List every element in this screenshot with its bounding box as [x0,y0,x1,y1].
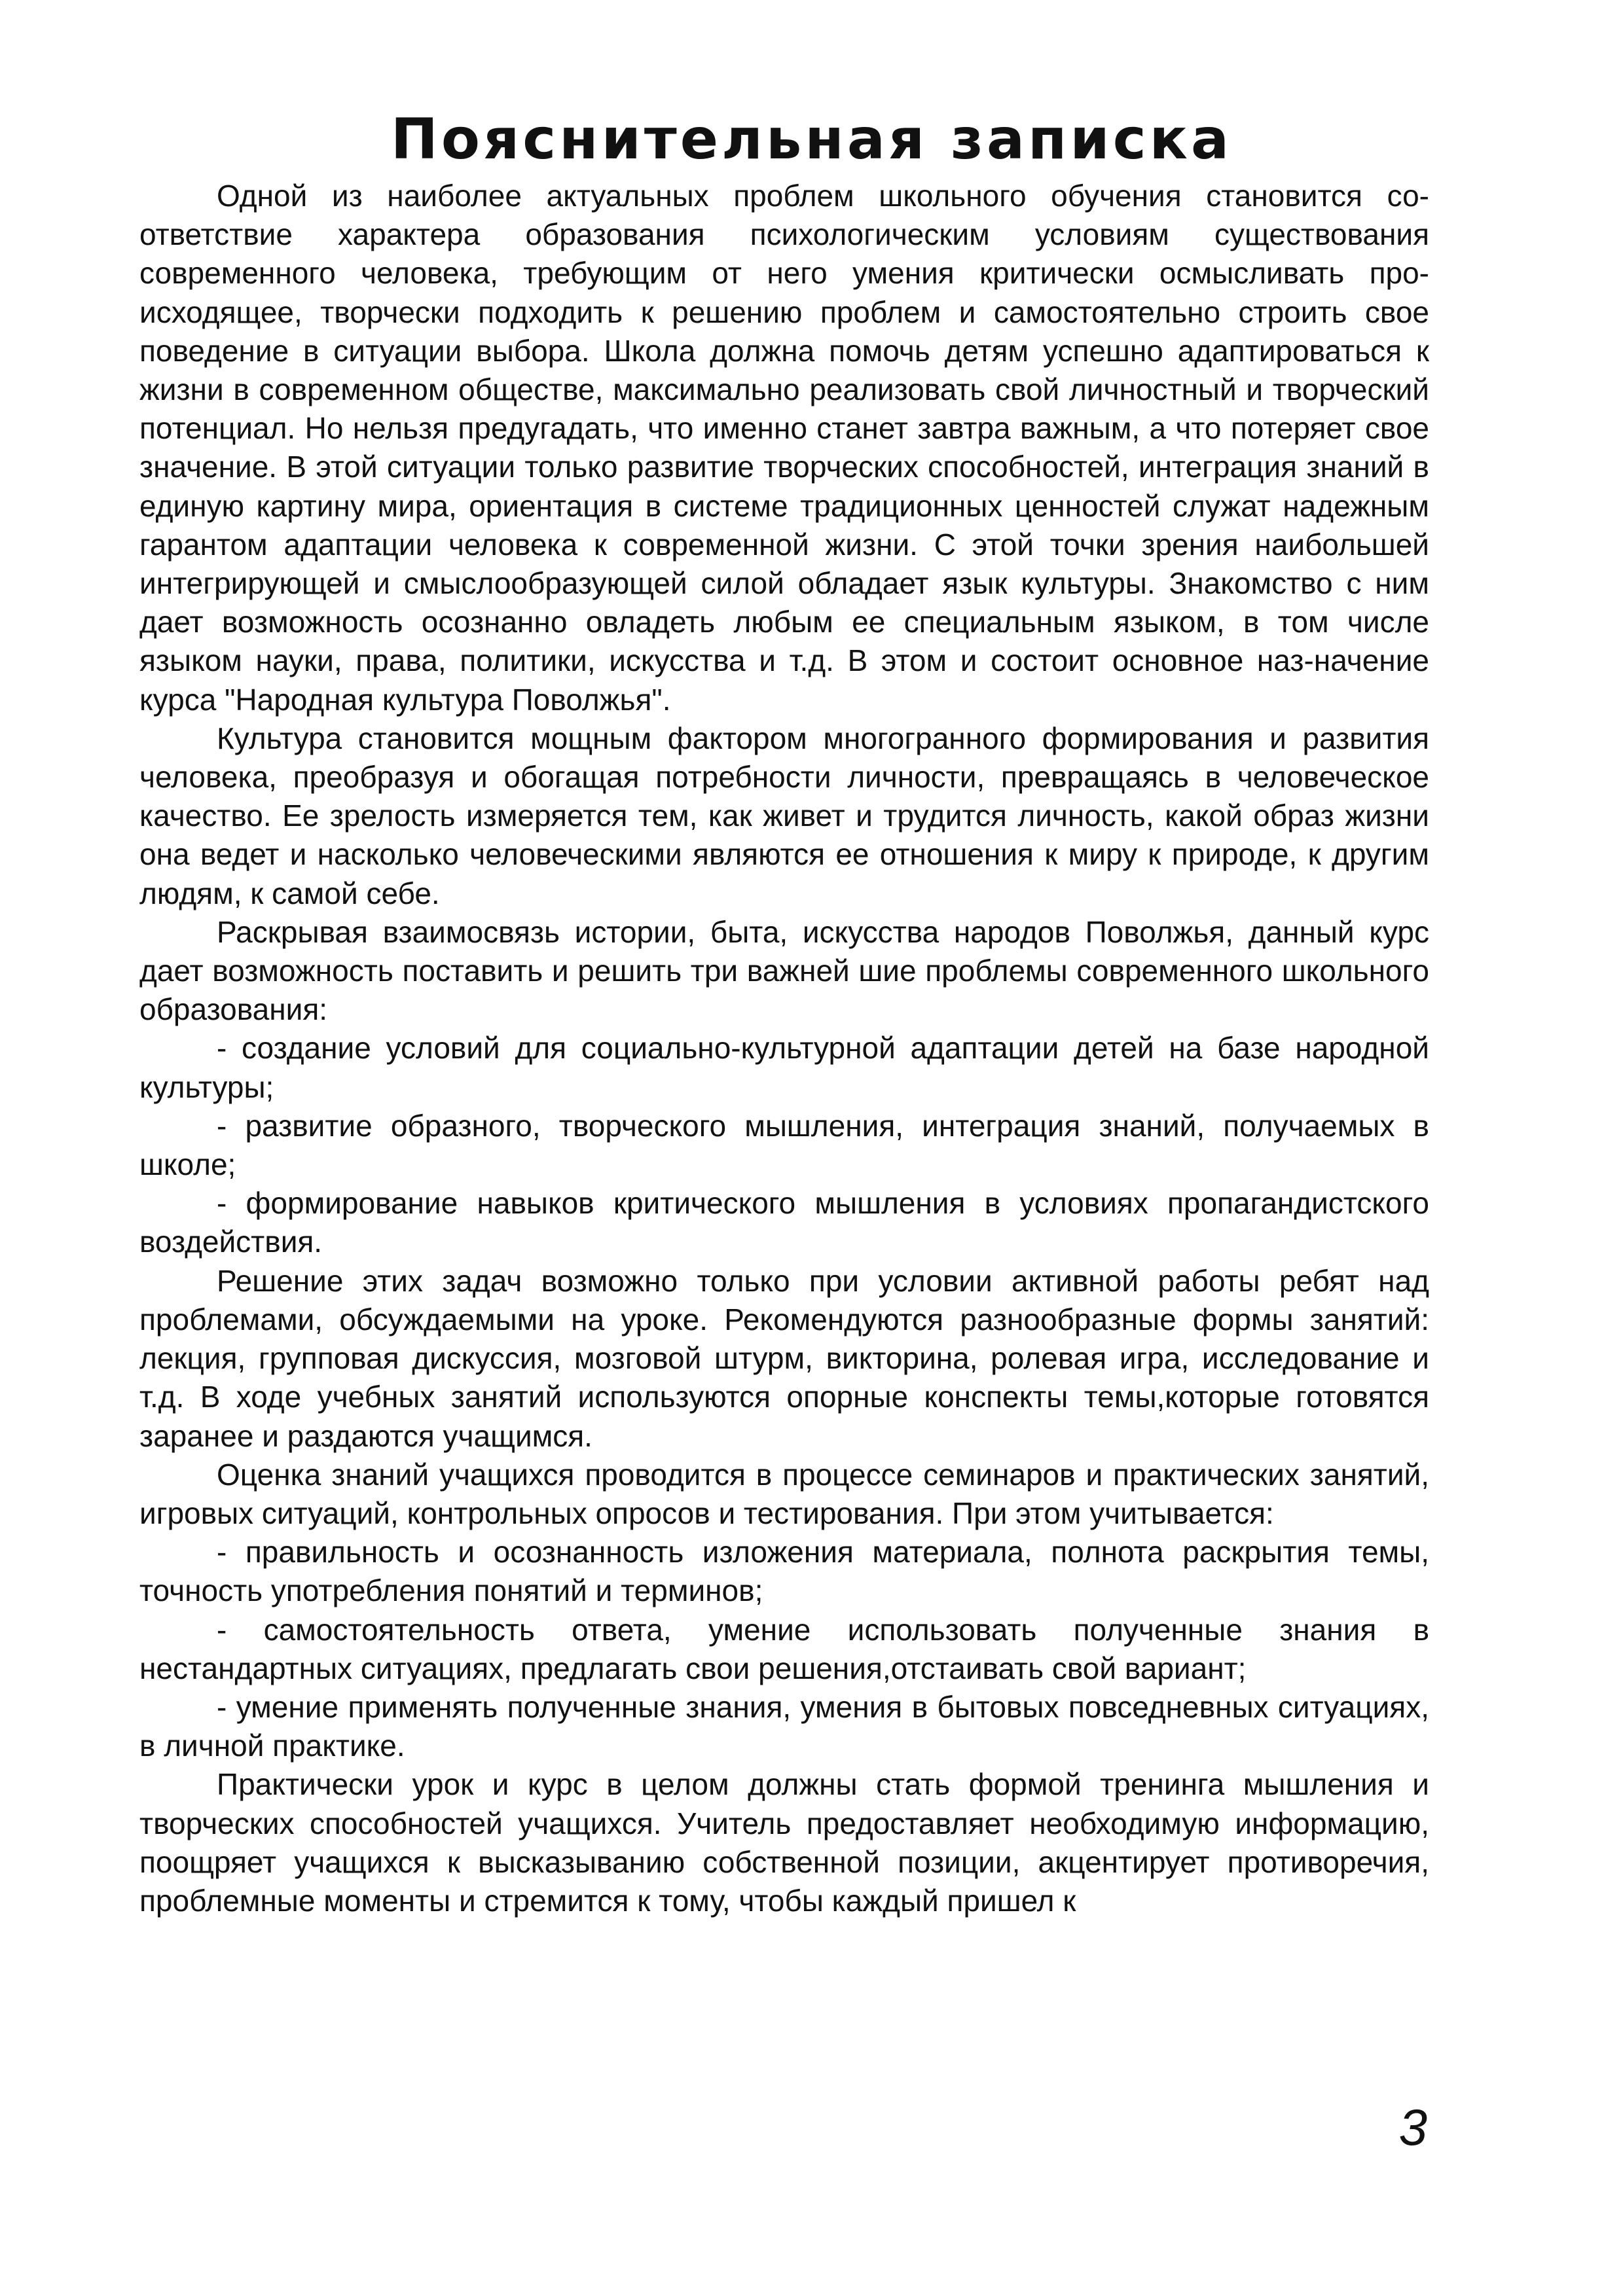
paragraph-practice: Практически урок и курс в целом должны стать формой тренинга мышления и творческих способностей учащихся. Учитель предоставляет необходимую информацию, поощряет учащихся к высказыванию собственной позиции, акцентирует противоречия, проблемные моменты и стремится к тому, чтобы каждый пришел к [139,1767,1429,1918]
list-item-problem: - создание условий для социально-культурной адаптации детей на базе народной культуры; [139,1031,1429,1104]
paragraph-methods: Решение этих задач возможно только при условии активной работы ребят над проблемами, обсуждаемыми на уроке. Рекомендуются разнообразные формы занятий: лекция, групповая дискуссия, мозговой штурм, викторина, ролевая игра, исследование и т.д. В ходе учебных занятий используются опорные конспекты темы,которые готовятся заранее и раздаются учащимся. [139,1263,1429,1453]
paragraph-assessment: Оценка знаний учащихся проводится в процессе семинаров и практических занятий, игровых ситуаций, контрольных опросов и тестирования. При этом учитывается: [139,1457,1429,1530]
paragraph-course-problems: Раскрывая взаимосвязь истории, быта, искусства народов Поволжья, данный курс дает возможность поставить и решить три важней шие проблемы современного школьного образования: [139,914,1429,1027]
paragraph-intro: Одной из наиболее актуальных проблем школьного обучения становится соответствие характера образования психологическим условиям существования современного человека, требующим от него умения критически осмысливать происходящее, творчески подходить к решению проблем и самостоятельно строить свое поведение в ситуации выбора. Школа должна помочь детям успешно адаптироваться к жизни в современном обществе, максимально реализовать свой личностный и творческий потенциал. Но нельзя предугадать, что именно станет завтра важным, а что потеряет свое значение. В этой ситуации только развитие творческих способностей, интеграция знаний в единую картину мира, ориентация в системе традиционных ценностей служат надежным гарантом адаптации человека к современной жизни. С этой точки зрения наибольшей интегрирующей и смыслообразующей силой обладает язык культуры. Знакомство с ним дает возможность осознанно овладеть любым ее специальным языком, в том числе языком науки, права, политики, искусства и т.д. В этом и состоит основное наз-начение курса "Народная культура Поволжья". [139,179,1429,717]
list-item-criterion: - самостоятельность ответа, умение использовать полученные знания в нестандартных ситуациях, предлагать свои решения,отстаивать свой вариант; [139,1612,1429,1685]
paragraph-culture: Культура становится мощным фактором многогранного формирования и развития человека, преобразуя и обогащая потребности личности, превращаясь в человеческое качество. Ее зрелость измеряется тем, как живет и трудится личность, какой образ жизни она ведет и насколько человеческими являются ее отношения к миру к природе, к другим людям, к самой себе. [139,721,1429,910]
page-number: 3 [1398,2098,1427,2156]
list-item-problem: - развитие образного, творческого мышления, интеграция знаний, получаемых в школе; [139,1108,1429,1182]
list-item-criterion: - правильность и осознанность изложения материала, полнота раскрытия темы, точность употребления понятий и терминов; [139,1535,1429,1608]
body-text [139,177,1429,1920]
list-item-criterion: - умение применять полученные знания, умения в бытовых повседневных ситуациях, в личной практике. [139,1689,1429,1763]
list-item-problem: - формирование навыков критического мышления в условиях пропагандистского воздействия. [139,1186,1429,1259]
page-title: Пояснительная записка [390,107,1233,172]
